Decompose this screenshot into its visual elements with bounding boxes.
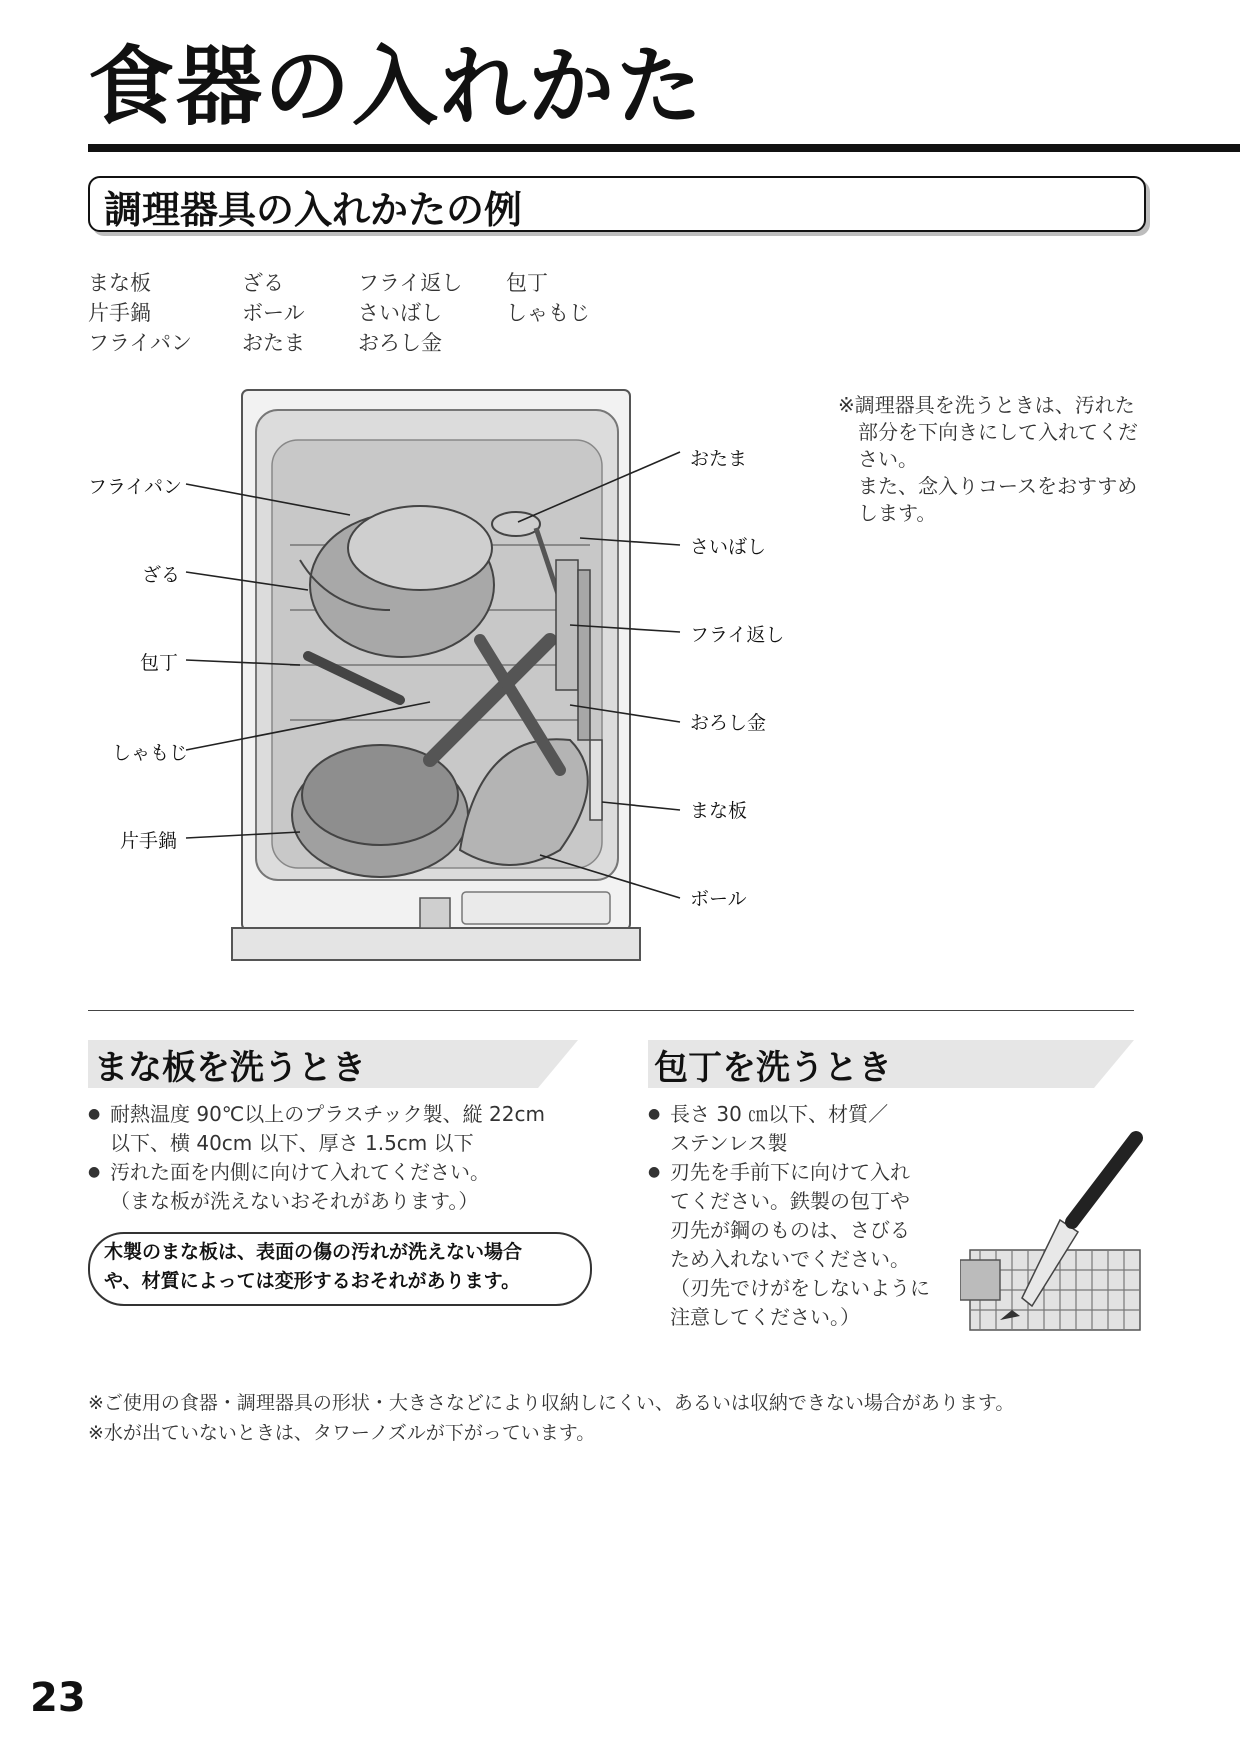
bullet-continuation: てください。鉄製の包丁や — [670, 1189, 910, 1213]
label-spatula: フライ返し — [690, 624, 785, 646]
note-line: 部分を下向きにして入れてくだ — [858, 420, 1138, 444]
cutting-board-instructions — [88, 1100, 608, 1216]
utensil-item: おろし金 — [358, 331, 442, 355]
warning-line: 木製のまな板は、表面の傷の汚れが洗えない場合 — [104, 1241, 523, 1263]
label-saucepan: 片手鍋 — [120, 830, 178, 852]
note-line: します。 — [858, 501, 937, 525]
label-frying-pan: フライパン — [88, 476, 183, 498]
utensil-item: まな板 — [88, 271, 151, 295]
knife-instructions — [648, 1100, 948, 1332]
utensil-item: フライ返し — [358, 271, 463, 295]
bullet-continuation: 以下、横 40cm 以下、厚さ 1.5cm 以下 — [110, 1131, 474, 1155]
utensil-item: おたま — [242, 331, 305, 355]
cutting-board-heading: まな板を洗うとき — [94, 1048, 366, 1088]
knife-heading: 包丁を洗うとき — [654, 1048, 892, 1088]
utensil-item: 片手鍋 — [88, 301, 151, 325]
bullet-continuation: （刃先でけがをしないように — [670, 1276, 930, 1300]
label-grater: おろし金 — [690, 712, 767, 734]
warning-line: や、材質によっては変形するおそれがあります。 — [104, 1270, 521, 1292]
utensil-item: フライパン — [88, 331, 192, 355]
utensil-item: 包丁 — [506, 271, 548, 295]
utensil-item: ボール — [242, 301, 305, 325]
cookware-note — [838, 392, 1158, 527]
label-colander: ざる — [142, 564, 181, 586]
page-number: 23 — [30, 1675, 86, 1721]
wooden-board-warning — [104, 1238, 522, 1296]
note-line: ※調理器具を洗うときは、汚れた — [838, 393, 1135, 417]
utensil-item: ざる — [242, 271, 284, 295]
note-line: また、念入りコースをおすすめ — [858, 474, 1138, 498]
footer-notes — [88, 1388, 1014, 1448]
utensil-item: しゃもじ — [506, 301, 590, 325]
label-ladle: おたま — [690, 448, 748, 470]
knife-basket-illustration — [960, 1120, 1160, 1340]
bullet-continuation: 刃先が鋼のものは、さびる — [670, 1218, 910, 1242]
section-title: 調理器具の入れかたの例 — [104, 188, 523, 232]
bullet-item: ● 汚れた面を内側に向けて入れてください。 — [88, 1158, 608, 1187]
bullet-item: ● 耐熱温度 90℃以上のプラスチック製、縦 22cm — [88, 1100, 608, 1129]
label-chopsticks: さいばし — [690, 536, 767, 558]
note-line: さい。 — [858, 447, 918, 471]
bullet-continuation: 注意してください。） — [670, 1305, 860, 1329]
page-title: 食器の入れかた — [88, 37, 704, 137]
bullet-item: ● 刃先を手前下に向けて入れ — [648, 1158, 948, 1187]
label-knife: 包丁 — [140, 652, 179, 674]
bullet-item: ● 長さ 30 ㎝以下、材質／ — [648, 1100, 948, 1129]
bullet-continuation: （まな板が洗えないおそれがあります。） — [110, 1189, 479, 1213]
label-rice-paddle: しゃもじ — [112, 742, 189, 764]
bullet-continuation: ステンレス製 — [670, 1131, 788, 1155]
bullet-continuation: ため入れないでください。 — [670, 1247, 910, 1271]
footer-note: ※ご使用の食器・調理器具の形状・大きさなどにより収納しにくい、あるいは収納できない場合があります。 — [88, 1392, 1015, 1414]
utensil-item: さいばし — [358, 301, 442, 325]
section-divider — [88, 1010, 1134, 1011]
footer-note: ※水が出ていないときは、タワーノズルが下がっています。 — [88, 1422, 596, 1444]
label-bowl: ボール — [690, 888, 747, 910]
label-cutting-board: まな板 — [690, 800, 748, 822]
